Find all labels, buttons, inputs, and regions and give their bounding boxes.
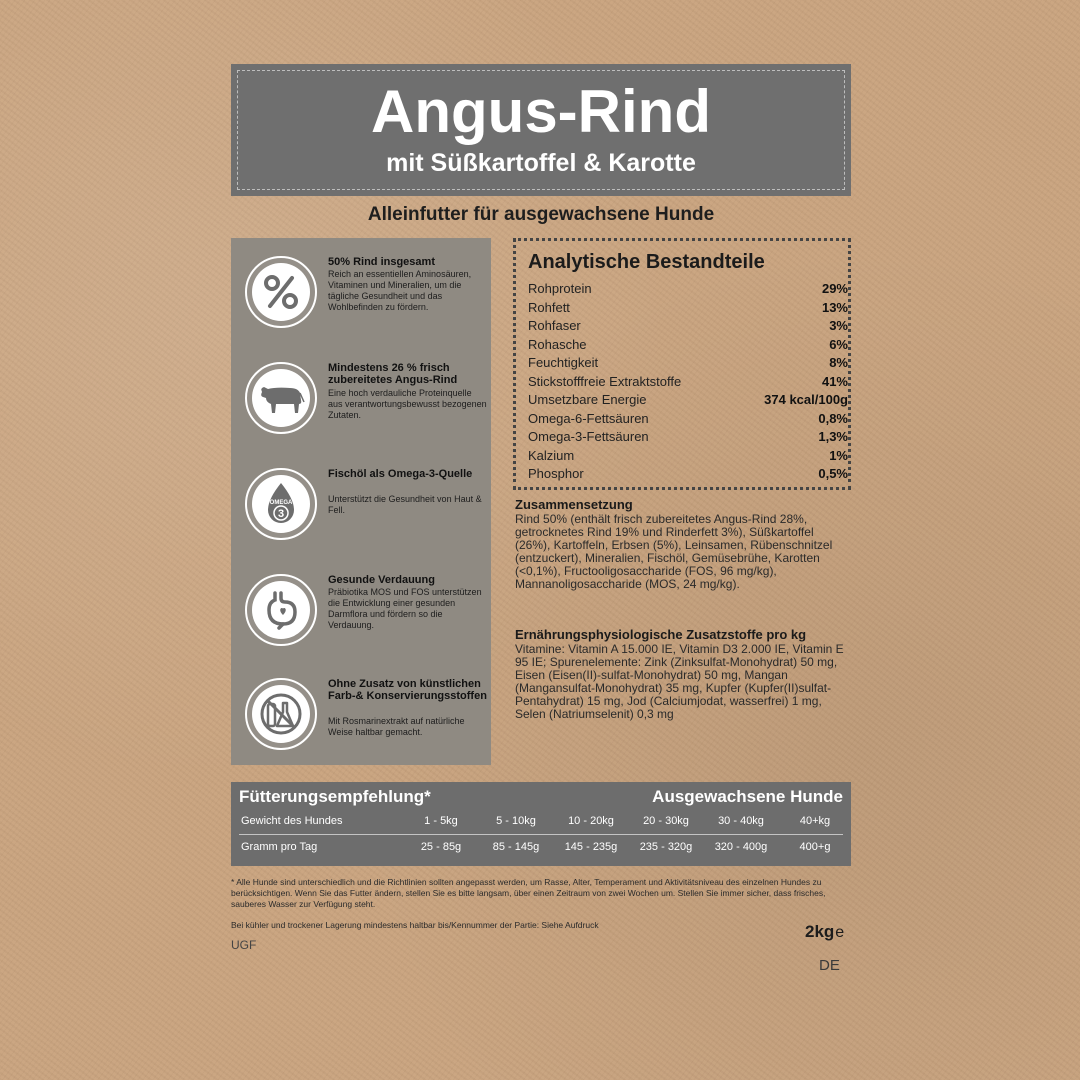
analysis-row: Rohfaser 3% (528, 318, 848, 333)
net-weight (805, 922, 844, 942)
omega-label: OMEGA (269, 500, 293, 506)
stomach-icon (245, 574, 317, 646)
feature-title: Gesunde Verdauung (328, 574, 435, 586)
analysis-title: Analytische Bestandteile (528, 251, 765, 273)
country-code: DE (819, 957, 840, 974)
estimated-sign: e (835, 924, 845, 941)
feeding-row-weight: Gewicht des Hundes 1 - 5kg 5 - 10kg 10 - 20kg 20 - 30kg 30 - 40kg 40+kg (241, 815, 831, 827)
analysis-row: Omega-3-Fettsäuren 1,3% (528, 429, 848, 444)
feature-text: Präbiotika MOS und FOS unterstützen die Entwicklung einer gesunden Darmflora und fördern so die Verdauung. (328, 587, 482, 630)
composition-title: Zusammensetzung (515, 497, 633, 512)
feature-text: Eine hoch verdauliche Proteinquelle aus verantwortungsbewusst bezogenen Zutaten. (328, 388, 487, 420)
analysis-row: Rohprotein 29% (528, 281, 848, 296)
net-weight-value: 2kg (805, 922, 835, 941)
analysis-row: Umsetzbare Energie 374 kcal/100g (528, 392, 848, 407)
analysis-row: Kalzium 1% (528, 447, 848, 463)
feature-item (231, 468, 491, 558)
feature-title: 50% Rind insgesamt (328, 256, 435, 268)
storage-note: Bei kühler und trockener Lagerung mindestens haltbar bis/Kennummer der Partie: Siehe Aufdruck (231, 920, 599, 930)
feature-text: Unterstützt die Gesundheit von Haut & Fell. (328, 494, 482, 515)
analysis-row: Stickstofffreie Extraktstoffe 41% (528, 373, 848, 389)
analysis-row: Feuchtigkeit 8% (528, 355, 848, 370)
additives-text: Vitamine: Vitamin A 15.000 IE, Vitamin D3 2.000 IE, Vitamin E 95 IE; Spurenelemente: Zink (Zinksulfat-Monohydrat) 50 mg, Eisen (Eisen(II)-sulfat-Monohydrat) 50 mg, Mangan (Mangansulfat-Monohydrat) 35 mg, Kupfer (Kupfer(II)sulfat-Pentahydrat) 15 mg, Jod (Calciumjodat, wasserfrei) 1 mg, Selen (Natriumselenit) 0,3 mg (515, 642, 844, 721)
feature-item (231, 256, 491, 346)
analysis-row: Omega-6-Fettsäuren 0,8% (528, 410, 848, 426)
feeding-row-grams: Gramm pro Tag 25 - 85g 85 - 145g 145 - 235g 235 - 320g 320 - 400g 400+g (241, 841, 831, 853)
feeding-subtitle: Ausgewachsene Hunde (652, 787, 843, 806)
product-title: Angus-Rind (371, 78, 711, 145)
product-subtitle: mit Süßkartoffel & Karotte (386, 149, 696, 177)
feeding-title: Fütterungsempfehlung* (239, 787, 431, 806)
analysis-row: Phosphor 0,5% (528, 466, 848, 481)
feature-item (231, 574, 491, 664)
tagline: Alleinfutter für ausgewachsene Hunde (367, 204, 715, 225)
analysis-row: Rohasche 6% (528, 336, 848, 352)
features-panel (231, 238, 491, 765)
additives-title: Ernährungsphysiologische Zusatzstoffe pro kg (515, 627, 807, 642)
feature-title: Mindestens 26 % frisch zubereitetes Angus-Rind (328, 362, 458, 386)
brand-mark: UGF (231, 938, 257, 952)
feature-title: Fischöl als Omega-3-Quelle (328, 468, 473, 480)
feature-item (231, 362, 491, 452)
feeding-table (231, 782, 851, 866)
percent-icon (245, 256, 317, 328)
title-banner (231, 64, 851, 196)
feature-text: Reich an essentiellen Aminosäuren, Vitaminen und Mineralien, um die tägliche Gesundheit und das Wohlbefinden zu fördern. (328, 269, 472, 312)
omega-number: 3 (277, 508, 285, 520)
composition-text: Rind 50% (enthält frisch zubereitetes Angus-Rind 28%, getrocknetes Rind 19% und Rinderfett 3%), Süßkartoffel (26%), Kartoffeln, Erbsen (5%), Leinsamen, Rübenschnitzel (entzuckert), Mineralien, Fischöl, Gemüsebrühe, Karotten (<0,1%), Fructooligosaccharide (FOS, 96 mg/kg), Mannanoligosaccharide (MOS, 24 mg/kg). (515, 512, 833, 591)
feature-title: Ohne Zusatz von künstlichen Farb-& Konservierungsstoffen (328, 678, 487, 702)
feature-text: Mit Rosmarinextrakt auf natürliche Weise haltbar gemacht. (328, 716, 465, 737)
cow-icon (245, 362, 317, 434)
analysis-box (513, 238, 851, 490)
no-chemicals-icon (245, 678, 317, 750)
omega-3-drop-icon (245, 468, 317, 540)
analysis-row: Rohfett 13% (528, 299, 848, 315)
feature-item (231, 678, 491, 768)
feeding-disclaimer: * Alle Hunde sind unterschiedlich und die Richtlinien sollten angepasst werden, um Rasse, Alter, Temperament und Aktivitätsniveau des einzelnen Hundes zu berücksichtigen. Wenn Sie das Futter ändern, stellen Sie es bitte langsam, über einen Zeitraum von zwei Wochen um. Stellen Sie immer sicher, dass frisches, sauberes Wasser zur Verfügung steht. (231, 877, 826, 909)
